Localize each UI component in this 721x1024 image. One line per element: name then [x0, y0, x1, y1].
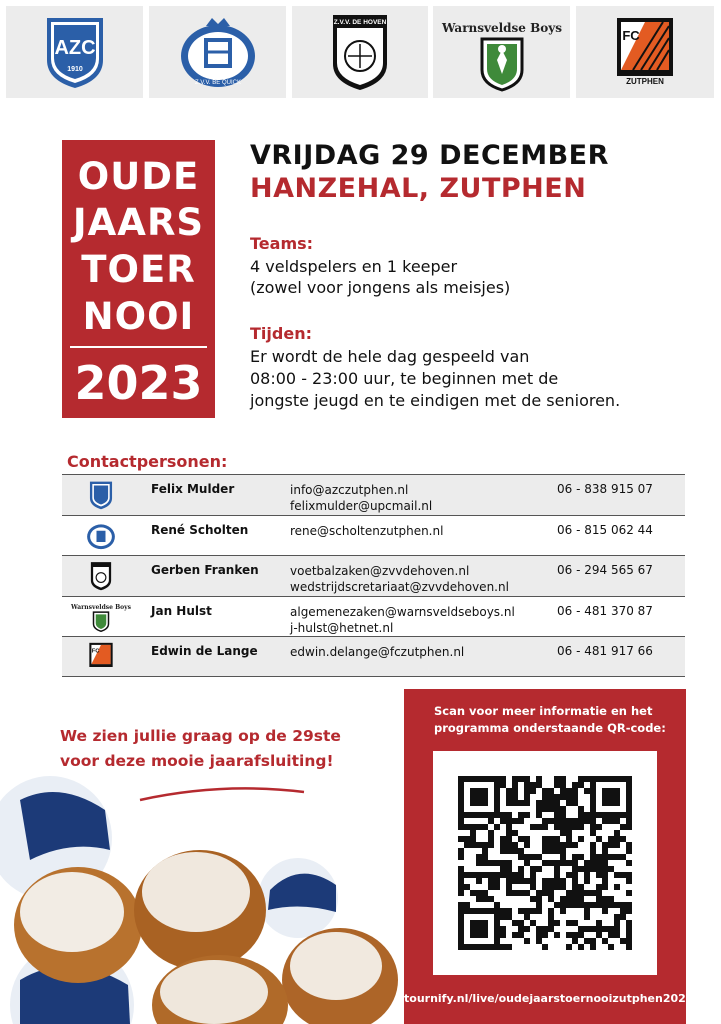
- contact-name: Edwin de Lange: [151, 644, 258, 658]
- logo-tile-be-quick: [149, 6, 286, 98]
- svg-text:AZC: AZC: [53, 37, 96, 59]
- times-line-1: Er wordt de hele dag gespeeld van: [250, 347, 530, 366]
- title-year: 2023: [74, 356, 203, 410]
- contact-phone[interactable]: 06 - 481 917 66: [557, 644, 653, 658]
- qr-code[interactable]: [433, 751, 657, 975]
- fc-zutphen-crest-icon: [86, 642, 116, 672]
- contact-phone[interactable]: 06 - 815 062 44: [557, 522, 653, 537]
- event-venue: HANZEHAL, ZUTPHEN: [250, 173, 587, 204]
- qr-panel: [404, 689, 694, 1024]
- svg-text:Warnsveldse Boys: Warnsveldse Boys: [441, 21, 562, 35]
- contact-email[interactable]: rene@scholtenzutphen.nl: [290, 523, 444, 538]
- title-line-1: OUDE: [77, 155, 200, 198]
- table-row: [62, 636, 685, 677]
- contact-emails[interactable]: [290, 482, 432, 514]
- be-quick-crest-icon: [178, 14, 258, 90]
- svg-text:FC: FC: [91, 648, 100, 655]
- svg-text:Z.V.V. BE QUICK: Z.V.V. BE QUICK: [194, 80, 241, 86]
- contact-phone[interactable]: 06 - 481 370 87: [557, 603, 653, 618]
- times-label: Tijden:: [250, 324, 312, 343]
- closing-message: [60, 724, 380, 774]
- contact-name: Gerben Franken: [151, 563, 259, 577]
- tournament-url[interactable]: tournify.nl/live/oudejaarstoernooizutphen2023: [404, 992, 694, 1005]
- contact-emails[interactable]: [290, 523, 443, 539]
- contact-email[interactable]: edwin.delange@fczutphen.nl: [290, 645, 465, 659]
- oliebol-icon: [152, 955, 288, 1024]
- contact-email[interactable]: info@azczutphen.nl: [290, 483, 409, 497]
- contact-emails[interactable]: [290, 563, 509, 595]
- fc-zutphen-crest-icon: [615, 16, 675, 88]
- svg-text:ZUTPHEN: ZUTPHEN: [626, 77, 664, 86]
- contact-email[interactable]: wedstrijdscretariaat@zvvdehoven.nl: [290, 580, 509, 594]
- title-line-3: TOER: [81, 248, 196, 291]
- logo-tile-warnsveldse-boys: [433, 6, 570, 98]
- contact-emails[interactable]: [290, 644, 464, 660]
- svg-text:Warnsveldse Boys: Warnsveldse Boys: [70, 603, 132, 611]
- title-line-2: JAARS: [72, 201, 205, 244]
- qr-caption-line-2: programma onderstaande QR-code:: [434, 721, 666, 735]
- logo-tile-fc-zutphen: [576, 6, 714, 98]
- contact-emails[interactable]: [290, 604, 515, 636]
- oliebol-icon: [134, 850, 266, 970]
- warnsveldse-boys-crest-icon: [439, 12, 565, 92]
- azc-crest-icon: [43, 14, 107, 90]
- closing-line-2: voor deze mooie jaarafsluiting!: [60, 752, 334, 770]
- be-quick-crest-icon: [86, 521, 116, 551]
- contact-phone[interactable]: 06 - 838 915 07: [557, 482, 653, 496]
- contact-email[interactable]: felixmulder@upcmail.nl: [290, 499, 433, 513]
- title-line-4: NOOI: [82, 295, 195, 338]
- svg-text:1910: 1910: [66, 66, 83, 73]
- qr-code-icon[interactable]: [433, 751, 657, 975]
- contact-email[interactable]: j-hulst@hetnet.nl: [290, 620, 394, 635]
- contact-email[interactable]: algemenezaken@warnsveldseboys.nl: [290, 604, 515, 619]
- event-date: VRIJDAG 29 DECEMBER: [250, 140, 609, 171]
- logo-tile-de-hoven: [292, 6, 428, 98]
- svg-text:Z.V.V. DE HOVEN: Z.V.V. DE HOVEN: [333, 19, 387, 26]
- closing-line-1: We zien jullie graag op de 29ste: [60, 727, 341, 745]
- contact-name: Jan Hulst: [151, 603, 212, 618]
- contact-email[interactable]: voetbalzaken@zvvdehoven.nl: [290, 564, 470, 578]
- club-logo-bar: [0, 0, 721, 104]
- times-line-2: 08:00 - 23:00 uur, te beginnen met de: [250, 369, 559, 388]
- times-line-3: jongste jeugd en te eindigen met de senioren.: [250, 391, 621, 410]
- title-divider: [70, 346, 207, 348]
- qr-caption-line-1: Scan voor meer informatie en het: [434, 704, 653, 718]
- oliebol-icon: [14, 867, 142, 983]
- footballs-and-oliebollen-illustration: [0, 780, 400, 1024]
- warnsveldse-boys-crest-icon: [70, 602, 132, 632]
- oliebol-icon: [282, 928, 398, 1024]
- tournament-title-block: [62, 140, 215, 418]
- table-row: [62, 515, 685, 556]
- teams-label: Teams:: [250, 234, 314, 253]
- azc-crest-icon: [86, 480, 116, 510]
- contacts-table: [62, 474, 685, 677]
- svg-text:FC: FC: [622, 28, 640, 43]
- contacts-heading: Contactpersonen:: [67, 452, 228, 471]
- contact-name: René Scholten: [151, 522, 249, 537]
- contact-phone[interactable]: 06 - 294 565 67: [557, 563, 653, 577]
- teams-line-2: (zowel voor jongens als meisjes): [250, 278, 511, 297]
- contact-name: Felix Mulder: [151, 482, 235, 496]
- de-hoven-crest-icon: [330, 12, 390, 92]
- decorative-swoosh: [138, 784, 306, 804]
- table-row: [62, 596, 685, 637]
- de-hoven-crest-icon: [86, 561, 116, 591]
- logo-tile-azc: [6, 6, 143, 98]
- table-row: [62, 474, 685, 515]
- teams-line-1: 4 veldspelers en 1 keeper: [250, 257, 458, 276]
- qr-caption: [434, 703, 674, 737]
- table-row: [62, 555, 685, 596]
